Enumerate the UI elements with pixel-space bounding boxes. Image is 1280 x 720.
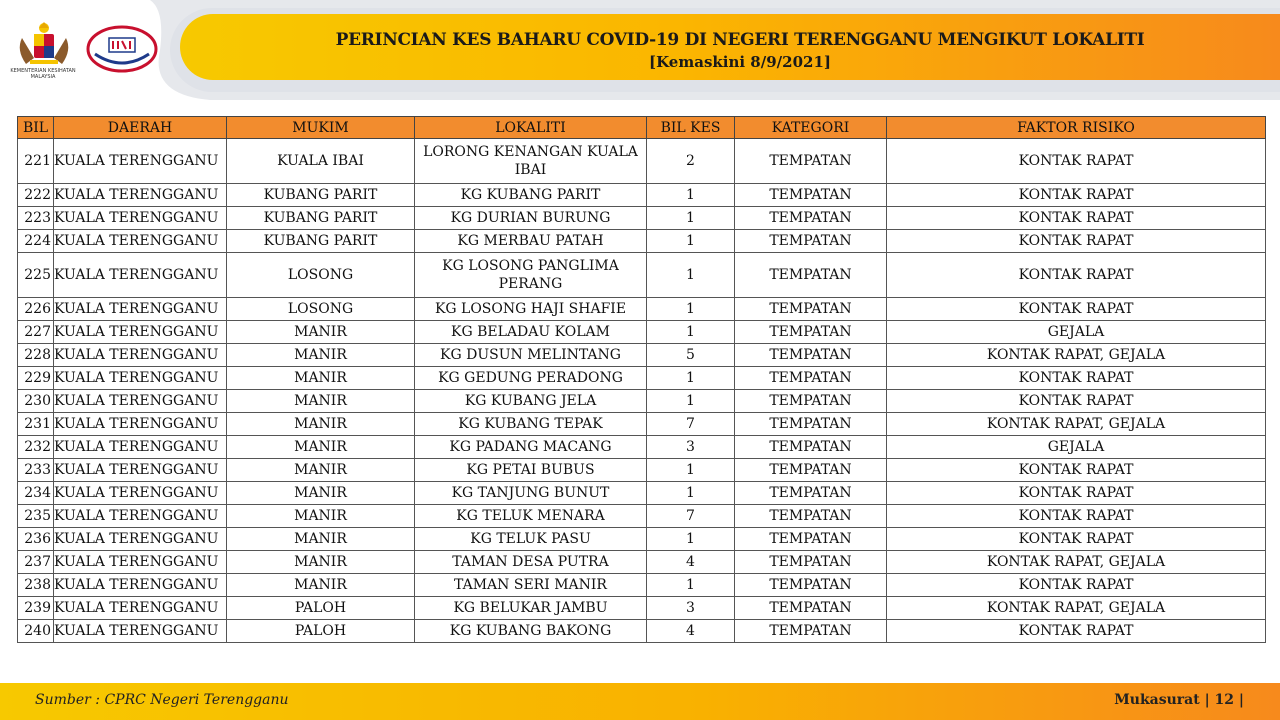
cell-kategori: TEMPATAN [735,459,887,482]
cell-daerah: KUALA TERENGGANU [54,184,227,207]
page-title: PERINCIAN KES BAHARU COVID-19 DI NEGERI TERENGGANU MENGIKUT LOKALITI [335,30,1145,50]
cell-bil: 228 [18,344,54,367]
cell-mukim: MANIR [227,321,415,344]
cell-bil: 229 [18,367,54,390]
cell-mukim: MANIR [227,551,415,574]
cell-mukim: MANIR [227,505,415,528]
cell-bil-kes: 1 [647,207,735,230]
cell-faktor-risiko: KONTAK RAPAT, GEJALA [887,413,1266,436]
column-header-daerah: DAERAH [54,117,227,139]
cell-lokaliti: KG PADANG MACANG [415,436,647,459]
cell-faktor-risiko: KONTAK RAPAT [887,574,1266,597]
cell-bil: 232 [18,436,54,459]
table-row [18,344,1266,367]
cell-daerah: KUALA TERENGGANU [54,528,227,551]
table-row [18,253,1266,298]
cell-kategori: TEMPATAN [735,574,887,597]
page-subtitle: [Kemaskini 8/9/2021] [649,53,831,71]
table-row [18,230,1266,253]
cell-mukim: MANIR [227,390,415,413]
table-row [18,207,1266,230]
cell-daerah: KUALA TERENGGANU [54,139,227,184]
cell-faktor-risiko: KONTAK RAPAT [887,207,1266,230]
table-row [18,551,1266,574]
cell-bil-kes: 3 [647,436,735,459]
cell-mukim: KUBANG PARIT [227,207,415,230]
cell-bil-kes: 1 [647,298,735,321]
cell-lokaliti: TAMAN SERI MANIR [415,574,647,597]
cell-mukim: MANIR [227,436,415,459]
cell-bil-kes: 1 [647,253,735,298]
cell-bil: 221 [18,139,54,184]
cell-bil-kes: 1 [647,367,735,390]
table-row [18,321,1266,344]
table-row [18,597,1266,620]
cell-kategori: TEMPATAN [735,139,887,184]
cell-mukim: MANIR [227,344,415,367]
cell-lokaliti: KG KUBANG TEPAK [415,413,647,436]
cell-lokaliti: KG DURIAN BURUNG [415,207,647,230]
cell-kategori: TEMPATAN [735,505,887,528]
cell-faktor-risiko: GEJALA [887,321,1266,344]
cell-lokaliti: KG KUBANG JELA [415,390,647,413]
page-number: Mukasurat | 12 | [1114,692,1244,708]
table-row [18,459,1266,482]
cell-bil-kes: 1 [647,574,735,597]
cell-lokaliti: KG KUBANG BAKONG [415,620,647,643]
cell-faktor-risiko: GEJALA [887,436,1266,459]
cell-mukim: MANIR [227,528,415,551]
cell-bil-kes: 5 [647,344,735,367]
cell-bil-kes: 1 [647,230,735,253]
cell-daerah: KUALA TERENGGANU [54,298,227,321]
column-header-bil: BIL [18,117,54,139]
cell-daerah: KUALA TERENGGANU [54,367,227,390]
cell-bil: 236 [18,528,54,551]
table-row [18,620,1266,643]
cell-bil-kes: 3 [647,597,735,620]
table-header-row [18,117,1266,139]
cell-daerah: KUALA TERENGGANU [54,482,227,505]
cell-daerah: KUALA TERENGGANU [54,413,227,436]
cell-bil: 231 [18,413,54,436]
column-header-mukim: MUKIM [227,117,415,139]
kkm-logo-text: KEMENTERIAN KESIHATAN MALAYSIA [10,68,76,80]
cell-faktor-risiko: KONTAK RAPAT [887,298,1266,321]
cell-faktor-risiko: KONTAK RAPAT [887,482,1266,505]
cell-daerah: KUALA TERENGGANU [54,253,227,298]
cell-lokaliti: KG BELUKAR JAMBU [415,597,647,620]
cell-faktor-risiko: KONTAK RAPAT [887,505,1266,528]
cell-faktor-risiko: KONTAK RAPAT [887,620,1266,643]
table-row [18,139,1266,184]
cell-kategori: TEMPATAN [735,620,887,643]
cell-kategori: TEMPATAN [735,436,887,459]
cell-faktor-risiko: KONTAK RAPAT [887,230,1266,253]
cell-kategori: TEMPATAN [735,230,887,253]
cell-lokaliti: KG TANJUNG BUNUT [415,482,647,505]
cell-faktor-risiko: KONTAK RAPAT [887,184,1266,207]
cell-lokaliti: KG MERBAU PATAH [415,230,647,253]
cell-daerah: KUALA TERENGGANU [54,551,227,574]
cell-daerah: KUALA TERENGGANU [54,207,227,230]
cell-mukim: MANIR [227,367,415,390]
covid-cases-table [17,116,1266,643]
cell-faktor-risiko: KONTAK RAPAT [887,139,1266,184]
cell-kategori: TEMPATAN [735,367,887,390]
cell-bil-kes: 1 [647,482,735,505]
cell-kategori: TEMPATAN [735,528,887,551]
cell-lokaliti: KG GEDUNG PERADONG [415,367,647,390]
cell-mukim: KUBANG PARIT [227,184,415,207]
cell-lokaliti: KG PETAI BUBUS [415,459,647,482]
cell-daerah: KUALA TERENGGANU [54,597,227,620]
table-row [18,413,1266,436]
cell-bil-kes: 7 [647,505,735,528]
cell-kategori: TEMPATAN [735,321,887,344]
column-header-kategori: KATEGORI [735,117,887,139]
cell-daerah: KUALA TERENGGANU [54,505,227,528]
cell-faktor-risiko: KONTAK RAPAT [887,459,1266,482]
column-header-lokaliti: LOKALITI [415,117,647,139]
cell-bil: 223 [18,207,54,230]
cell-lokaliti: KG TELUK PASU [415,528,647,551]
cell-bil-kes: 1 [647,184,735,207]
cell-bil-kes: 1 [647,390,735,413]
cell-daerah: KUALA TERENGGANU [54,436,227,459]
cell-bil-kes: 4 [647,551,735,574]
table-row [18,298,1266,321]
cell-daerah: KUALA TERENGGANU [54,620,227,643]
cell-bil: 238 [18,574,54,597]
cell-mukim: MANIR [227,482,415,505]
cell-mukim: PALOH [227,620,415,643]
table-row [18,184,1266,207]
cell-kategori: TEMPATAN [735,298,887,321]
cell-bil: 234 [18,482,54,505]
cell-bil: 230 [18,390,54,413]
cell-mukim: KUALA IBAI [227,139,415,184]
cell-faktor-risiko: KONTAK RAPAT [887,528,1266,551]
cell-kategori: TEMPATAN [735,482,887,505]
cell-kategori: TEMPATAN [735,413,887,436]
cell-bil: 239 [18,597,54,620]
cell-faktor-risiko: KONTAK RAPAT, GEJALA [887,344,1266,367]
cell-lokaliti: KG TELUK MENARA [415,505,647,528]
cell-mukim: LOSONG [227,253,415,298]
cell-bil-kes: 1 [647,459,735,482]
cell-daerah: KUALA TERENGGANU [54,344,227,367]
cell-faktor-risiko: KONTAK RAPAT [887,367,1266,390]
cell-bil: 240 [18,620,54,643]
cell-bil-kes: 1 [647,528,735,551]
cell-daerah: KUALA TERENGGANU [54,230,227,253]
cell-kategori: TEMPATAN [735,344,887,367]
cell-lokaliti: KG BELADAU KOLAM [415,321,647,344]
cell-faktor-risiko: KONTAK RAPAT [887,253,1266,298]
column-header-faktor-risiko: FAKTOR RISIKO [887,117,1266,139]
footer-source: Sumber : CPRC Negeri Terengganu [35,692,289,708]
table-row [18,390,1266,413]
cell-bil-kes: 4 [647,620,735,643]
cell-mukim: MANIR [227,459,415,482]
cell-kategori: TEMPATAN [735,390,887,413]
cell-bil: 226 [18,298,54,321]
cell-mukim: LOSONG [227,298,415,321]
cell-lokaliti: LORONG KENANGAN KUALA IBAI [415,139,647,184]
cell-daerah: KUALA TERENGGANU [54,574,227,597]
cell-faktor-risiko: KONTAK RAPAT [887,390,1266,413]
cell-daerah: KUALA TERENGGANU [54,390,227,413]
cell-bil: 225 [18,253,54,298]
cell-lokaliti: KG LOSONG PANGLIMA PERANG [415,253,647,298]
cell-kategori: TEMPATAN [735,184,887,207]
cell-daerah: KUALA TERENGGANU [54,459,227,482]
cell-mukim: MANIR [227,574,415,597]
cell-daerah: KUALA TERENGGANU [54,321,227,344]
cell-kategori: TEMPATAN [735,207,887,230]
table-row [18,528,1266,551]
cell-bil-kes: 7 [647,413,735,436]
cell-kategori: TEMPATAN [735,551,887,574]
cell-bil: 224 [18,230,54,253]
cell-lokaliti: TAMAN DESA PUTRA [415,551,647,574]
cell-bil: 235 [18,505,54,528]
table-row [18,436,1266,459]
column-header-bil-kes: BIL KES [647,117,735,139]
cell-bil-kes: 2 [647,139,735,184]
cell-kategori: TEMPATAN [735,597,887,620]
cell-mukim: PALOH [227,597,415,620]
jkn-terengganu-logo [85,24,159,74]
table-row [18,505,1266,528]
table-row [18,482,1266,505]
cell-faktor-risiko: KONTAK RAPAT, GEJALA [887,597,1266,620]
table-row [18,367,1266,390]
cell-bil: 233 [18,459,54,482]
cell-faktor-risiko: KONTAK RAPAT, GEJALA [887,551,1266,574]
cell-lokaliti: KG DUSUN MELINTANG [415,344,647,367]
cell-bil: 237 [18,551,54,574]
cell-mukim: MANIR [227,413,415,436]
cell-bil: 227 [18,321,54,344]
cell-bil-kes: 1 [647,321,735,344]
table-row [18,574,1266,597]
cell-lokaliti: KG LOSONG HAJI SHAFIE [415,298,647,321]
cell-bil: 222 [18,184,54,207]
cell-kategori: TEMPATAN [735,253,887,298]
cell-mukim: KUBANG PARIT [227,230,415,253]
cell-lokaliti: KG KUBANG PARIT [415,184,647,207]
